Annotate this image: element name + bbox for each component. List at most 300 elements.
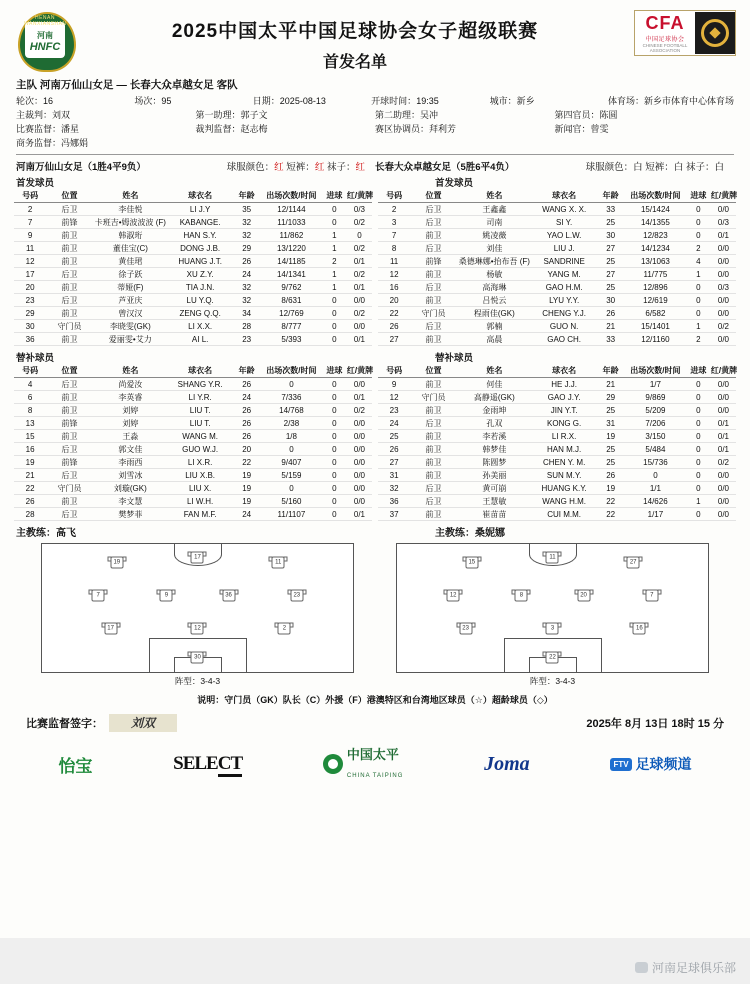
cell-age: 21 xyxy=(596,320,625,333)
table-row xyxy=(378,307,736,320)
sponsor-select-text-b: CT xyxy=(218,753,242,777)
cell-goals: 4 xyxy=(686,255,711,268)
cell-age: 30 xyxy=(596,294,625,307)
cell-number: 7 xyxy=(14,216,46,229)
cell-cards: 0/0 xyxy=(711,242,736,255)
cell-shirt-name: WANG M. xyxy=(168,430,232,443)
cell-apps: 14/1341 xyxy=(261,268,322,281)
cell-apps: 13/1063 xyxy=(625,255,686,268)
cell-age: 29 xyxy=(596,391,625,404)
cell-shirt-name: WANG H.M. xyxy=(532,495,596,508)
home-starters-label: 首发球员 xyxy=(16,178,55,189)
cell-position: 前卫 xyxy=(410,508,457,521)
cell-name: 司南 xyxy=(457,216,532,229)
table-row xyxy=(14,391,372,404)
home-formation-wrap xyxy=(41,543,353,687)
cell-goals: 1 xyxy=(686,268,711,281)
cell-apps: 5/393 xyxy=(261,333,322,346)
table-row xyxy=(378,482,736,495)
cell-apps: 6/582 xyxy=(625,307,686,320)
column-header: 球衣名 xyxy=(168,189,232,203)
cell-apps: 12/823 xyxy=(625,229,686,242)
cell-number: 24 xyxy=(378,417,410,430)
cell-name: 崔苗苗 xyxy=(457,508,532,521)
cell-cards: 0/0 xyxy=(711,508,736,521)
cell-position: 后卫 xyxy=(46,469,93,482)
cell-name: 李文慧 xyxy=(93,495,168,508)
date-value: 2025-08-13 xyxy=(279,96,326,106)
cell-name: 樊梦菲 xyxy=(93,508,168,521)
cell-apps: 9/762 xyxy=(261,281,322,294)
cell-age: 21 xyxy=(596,378,625,391)
cell-apps: 0 xyxy=(261,378,322,391)
cell-apps: 14/1355 xyxy=(625,216,686,229)
ref-assessor-value: 赵志梅 xyxy=(240,124,268,134)
cell-apps: 1/8 xyxy=(261,430,322,443)
commercial-label: 商务监督： xyxy=(16,138,62,148)
coach-row xyxy=(0,521,750,539)
cell-cards: 0/2 xyxy=(711,456,736,469)
cell-position: 后卫 xyxy=(46,443,93,456)
cell-name: 李佳悦 xyxy=(93,203,168,216)
kit-colour-row xyxy=(0,159,750,173)
table-row xyxy=(378,495,736,508)
cell-name: 王淼 xyxy=(93,430,168,443)
table-row xyxy=(378,430,736,443)
cell-shirt-name: HUANG K.Y. xyxy=(532,482,596,495)
cell-position: 前卫 xyxy=(410,469,457,482)
cell-name: 爱丽雯•艾力 xyxy=(93,333,168,346)
cell-name: 曾汉汉 xyxy=(93,307,168,320)
cell-number: 36 xyxy=(14,333,46,346)
cell-cards: 0/1 xyxy=(347,281,372,294)
cell-number: 11 xyxy=(378,255,410,268)
fourth-label: 第四官员： xyxy=(554,110,600,120)
cell-cards: 0/1 xyxy=(347,508,372,521)
cell-apps: 2/38 xyxy=(261,417,322,430)
cell-position: 前锋 xyxy=(46,456,93,469)
cell-cards: 0/0 xyxy=(711,404,736,417)
starters-section-labels xyxy=(0,175,750,189)
player-shirt-icon: 7 xyxy=(90,588,107,603)
cell-number: 32 xyxy=(378,482,410,495)
cell-shirt-name: LYU Y.Y. xyxy=(532,294,596,307)
cell-cards: 0/1 xyxy=(347,255,372,268)
cell-number: 20 xyxy=(14,281,46,294)
cell-number: 9 xyxy=(14,229,46,242)
cell-name: 高海琳 xyxy=(457,281,532,294)
column-header: 进球 xyxy=(322,189,347,203)
table-row xyxy=(14,333,372,346)
cell-apps: 11/1107 xyxy=(261,508,322,521)
cell-cards: 0/3 xyxy=(711,281,736,294)
away-kit-socks: 白 xyxy=(714,162,724,173)
cell-position: 前卫 xyxy=(46,281,93,294)
referee-value: 刘双 xyxy=(52,110,71,120)
cell-number: 21 xyxy=(14,469,46,482)
table-row xyxy=(378,456,736,469)
player-shirt-icon: 8 xyxy=(513,588,530,603)
cell-goals: 0 xyxy=(686,508,711,521)
cell-age: 26 xyxy=(232,378,261,391)
table-row xyxy=(14,443,372,456)
cell-name: 黄可崩 xyxy=(457,482,532,495)
home-coach-name: 高飞 xyxy=(56,528,76,539)
cell-age: 27 xyxy=(596,242,625,255)
cell-cards: 0/2 xyxy=(347,242,372,255)
table-row xyxy=(14,430,372,443)
cell-shirt-name: GAO J.Y. xyxy=(532,391,596,404)
cell-number: 31 xyxy=(378,469,410,482)
cell-goals: 1 xyxy=(322,229,347,242)
kickoff-label: 开球时间： xyxy=(371,96,417,106)
table-row xyxy=(14,242,372,255)
away-formation-wrap xyxy=(396,543,708,687)
cell-apps: 9/407 xyxy=(261,456,322,469)
supervisor-label: 比赛监督： xyxy=(16,124,62,134)
table-row xyxy=(378,333,736,346)
referee-label: 主裁判： xyxy=(16,110,53,120)
table-row xyxy=(14,203,372,216)
cell-age: 29 xyxy=(232,242,261,255)
cell-age: 25 xyxy=(596,404,625,417)
press-value: 曾雯 xyxy=(590,124,609,134)
column-header: 位置 xyxy=(46,364,93,378)
table-row xyxy=(14,294,372,307)
cell-age: 32 xyxy=(232,216,261,229)
cfa-name-cn: 中国足球协会 xyxy=(645,37,685,43)
cell-name: 刘雪冰 xyxy=(93,469,168,482)
cell-age: 27 xyxy=(596,268,625,281)
legend-text: 说明：守门员（GK）队长（C）外援（F）港澳特区和台湾地区球员（☆）超龄球员（◇） xyxy=(197,695,553,705)
cell-shirt-name: HE J.J. xyxy=(532,378,596,391)
away-pitch-diagram xyxy=(396,543,708,673)
watermark xyxy=(635,959,736,976)
cell-position: 前卫 xyxy=(410,430,457,443)
cell-name: 董佳宝(C) xyxy=(93,242,168,255)
cell-shirt-name: GAO H.M. xyxy=(532,281,596,294)
cell-age: 19 xyxy=(596,430,625,443)
cell-number: 3 xyxy=(378,216,410,229)
sponsor-taiping-logo xyxy=(323,746,403,782)
cell-name: 孔双 xyxy=(457,417,532,430)
away-kit-short: 白 xyxy=(673,162,684,173)
cell-number: 23 xyxy=(14,294,46,307)
cell-cards: 0/0 xyxy=(711,268,736,281)
table-row xyxy=(378,242,736,255)
column-header: 年龄 xyxy=(232,189,261,203)
cell-apps: 11/1033 xyxy=(261,216,322,229)
cell-age: 33 xyxy=(596,203,625,216)
player-shirt-icon: 36 xyxy=(220,588,237,603)
player-shirt-icon: 19 xyxy=(108,554,125,569)
match-no-label: 场次： xyxy=(134,96,162,106)
cell-goals: 2 xyxy=(686,242,711,255)
cell-apps: 7/206 xyxy=(625,417,686,430)
cell-number: 23 xyxy=(378,404,410,417)
cell-goals: 0 xyxy=(686,430,711,443)
cell-cards: 0/0 xyxy=(347,417,372,430)
player-shirt-icon: 27 xyxy=(625,554,642,569)
cell-goals: 0 xyxy=(322,378,347,391)
commercial-value: 冯娜娟 xyxy=(61,138,89,148)
cell-age: 22 xyxy=(596,495,625,508)
cell-name: 芦亚庆 xyxy=(93,294,168,307)
cell-number: 28 xyxy=(14,508,46,521)
cell-age: 26 xyxy=(596,469,625,482)
away-kit-shirt: 白 xyxy=(633,162,643,173)
cell-cards: 0/3 xyxy=(711,216,736,229)
cell-name: 王鑫鑫 xyxy=(457,203,532,216)
cell-age: 22 xyxy=(232,456,261,469)
cell-name: 金雨坤 xyxy=(457,404,532,417)
cell-position: 后卫 xyxy=(410,242,457,255)
player-shirt-icon: 3 xyxy=(544,621,561,636)
match-meta xyxy=(0,76,750,150)
column-header: 出场次数/时间 xyxy=(261,364,322,378)
cell-position: 后卫 xyxy=(410,482,457,495)
cell-shirt-name: LIU J. xyxy=(532,242,596,255)
home-kit-socks-label: 袜子： xyxy=(326,162,356,173)
cell-cards: 0/0 xyxy=(711,469,736,482)
table-row xyxy=(378,229,736,242)
cfa-name-en: CHINESE FOOTBALL ASSOCIATION xyxy=(642,43,688,53)
cell-position: 后卫 xyxy=(410,203,457,216)
player-shirt-icon: 15 xyxy=(463,554,480,569)
cell-apps: 5/484 xyxy=(625,443,686,456)
cell-age: 26 xyxy=(232,255,261,268)
cell-shirt-name: LI W.H. xyxy=(168,495,232,508)
table-row xyxy=(378,203,736,216)
cfa-abbrev: CFA xyxy=(645,13,685,33)
document-header xyxy=(0,0,750,76)
cell-name: 黄佳珺 xyxy=(93,255,168,268)
cell-goals: 0 xyxy=(322,430,347,443)
cell-goals: 0 xyxy=(686,456,711,469)
cell-age: 25 xyxy=(596,443,625,456)
cell-position: 后卫 xyxy=(410,320,457,333)
table-header-row xyxy=(378,189,736,203)
cell-age: 35 xyxy=(232,203,261,216)
supervisor-value: 潘星 xyxy=(61,124,80,134)
cell-position: 守门员 xyxy=(46,320,93,333)
cell-position: 前卫 xyxy=(46,404,93,417)
round-value: 16 xyxy=(43,96,54,106)
title-block xyxy=(76,10,634,72)
column-header: 姓名 xyxy=(457,364,532,378)
cell-goals: 0 xyxy=(686,294,711,307)
cell-age: 19 xyxy=(596,482,625,495)
cell-shirt-name: GUO W.J. xyxy=(168,443,232,456)
cell-position: 前卫 xyxy=(46,229,93,242)
cell-apps: 3/150 xyxy=(625,430,686,443)
cell-apps: 12/896 xyxy=(625,281,686,294)
column-header: 姓名 xyxy=(457,189,532,203)
cell-shirt-name: LIU X.B. xyxy=(168,469,232,482)
cell-position: 前卫 xyxy=(46,307,93,320)
cell-apps: 7/336 xyxy=(261,391,322,404)
cell-number: 37 xyxy=(378,508,410,521)
weibo-icon xyxy=(635,962,648,973)
table-row xyxy=(14,268,372,281)
cell-shirt-name: HAN S.Y. xyxy=(168,229,232,242)
cell-goals: 0 xyxy=(322,203,347,216)
cell-age: 32 xyxy=(232,294,261,307)
cell-number: 2 xyxy=(378,203,410,216)
cell-position: 前卫 xyxy=(410,378,457,391)
cell-number: 13 xyxy=(14,417,46,430)
cell-cards: 0/0 xyxy=(347,443,372,456)
column-header: 球衣名 xyxy=(168,364,232,378)
cell-shirt-name: WANG X. X. xyxy=(532,203,596,216)
cell-goals: 1 xyxy=(322,268,347,281)
divider xyxy=(16,154,734,155)
ar1-label: 第一助理： xyxy=(195,110,241,120)
cell-position: 后卫 xyxy=(46,294,93,307)
cell-apps: 8/777 xyxy=(261,320,322,333)
cell-name: 姚凌薇 xyxy=(457,229,532,242)
column-header: 出场次数/时间 xyxy=(625,364,686,378)
cell-shirt-name: GAO CH. xyxy=(532,333,596,346)
cell-apps: 11/775 xyxy=(625,268,686,281)
table-row xyxy=(14,508,372,521)
cell-shirt-name: SANDRINE xyxy=(532,255,596,268)
ar1-value: 郭子文 xyxy=(240,110,268,120)
home-kit-short: 红 xyxy=(314,162,325,173)
stadium-value: 新乡市体育中心体育场 xyxy=(643,96,734,106)
cell-number: 29 xyxy=(14,307,46,320)
cell-position: 后卫 xyxy=(46,378,93,391)
cell-age: 23 xyxy=(232,333,261,346)
cell-cards: 0/0 xyxy=(711,495,736,508)
city-label: 城市： xyxy=(489,96,517,106)
cell-name: 刘璇(GK) xyxy=(93,482,168,495)
home-kit-socks: 红 xyxy=(355,162,365,173)
cell-cards: 0/0 xyxy=(711,333,736,346)
sponsor-taiping-text-en: CHINA TAIPING xyxy=(346,773,404,779)
cell-age: 26 xyxy=(232,404,261,417)
cell-cards: 0/0 xyxy=(711,391,736,404)
player-shirt-icon: 12 xyxy=(445,588,462,603)
cell-shirt-name: SHANG Y.R. xyxy=(168,378,232,391)
cell-position: 前卫 xyxy=(410,229,457,242)
cell-number: 16 xyxy=(14,443,46,456)
player-shirt-icon: 16 xyxy=(631,621,648,636)
player-shirt-icon: 11 xyxy=(270,554,287,569)
watermark-text: 河南足球俱乐部 xyxy=(651,961,736,975)
cell-cards: 0/0 xyxy=(711,294,736,307)
starters-tables xyxy=(0,189,750,346)
cell-age: 32 xyxy=(232,229,261,242)
table-row xyxy=(14,320,372,333)
cell-apps: 1/7 xyxy=(625,378,686,391)
cell-cards: 0/0 xyxy=(711,482,736,495)
cell-position: 后卫 xyxy=(46,203,93,216)
away-kit-short-label: 短裤： xyxy=(645,162,674,173)
table-row xyxy=(14,255,372,268)
cell-goals: 0 xyxy=(322,320,347,333)
subs-tables xyxy=(0,364,750,521)
cell-goals: 2 xyxy=(686,333,711,346)
cell-goals: 0 xyxy=(686,229,711,242)
cell-shirt-name: LI X.X. xyxy=(168,320,232,333)
column-header: 红/黄牌 xyxy=(347,189,372,203)
cell-apps: 1/17 xyxy=(625,508,686,521)
teams-line: 主队 河南万仙山女足 — 长春大众卓越女足 客队 xyxy=(16,79,238,91)
home-kit-label: 球服颜色： xyxy=(226,162,275,173)
column-header: 号码 xyxy=(14,364,46,378)
page-title: 2025中国太平中国足球协会女子超级联赛 xyxy=(171,21,539,42)
cell-number: 11 xyxy=(14,242,46,255)
cell-position: 前卫 xyxy=(410,443,457,456)
away-kit-label: 球服颜色： xyxy=(585,162,634,173)
cell-cards: 0/0 xyxy=(347,430,372,443)
cell-position: 后卫 xyxy=(46,268,93,281)
cell-shirt-name: DONG J.B. xyxy=(168,242,232,255)
table-row xyxy=(378,508,736,521)
sponsor-yibao-logo xyxy=(58,752,92,777)
cell-apps: 1/1 xyxy=(625,482,686,495)
cell-goals: 0 xyxy=(686,216,711,229)
crest-bottom-text: HNFC xyxy=(29,41,61,53)
cell-name: 刘佳 xyxy=(457,242,532,255)
coordinator-label: 赛区协调员： xyxy=(375,124,430,134)
cell-cards: 0/1 xyxy=(711,443,736,456)
cell-position: 后卫 xyxy=(410,281,457,294)
cell-goals: 1 xyxy=(686,320,711,333)
cell-age: 26 xyxy=(232,430,261,443)
cell-shirt-name: LIU X. xyxy=(168,482,232,495)
cell-number: 27 xyxy=(378,456,410,469)
cell-apps: 0 xyxy=(625,469,686,482)
cell-shirt-name: LI R.X. xyxy=(532,430,596,443)
cell-number: 7 xyxy=(378,229,410,242)
column-header: 号码 xyxy=(14,189,46,203)
kickoff-value: 19:35 xyxy=(416,96,439,106)
cell-cards: 0/0 xyxy=(347,378,372,391)
ar2-value: 吴冲 xyxy=(420,110,439,120)
club-crest-icon xyxy=(14,10,76,72)
player-shirt-icon: 12 xyxy=(189,621,206,636)
cell-number: 17 xyxy=(14,268,46,281)
signature-datetime: 2025年 8月 13日 18时 15 分 xyxy=(586,718,724,730)
cell-position: 前卫 xyxy=(410,294,457,307)
cell-shirt-name: AI L. xyxy=(168,333,232,346)
cell-number: 4 xyxy=(14,378,46,391)
cell-apps: 11/862 xyxy=(261,229,322,242)
cell-cards: 0/0 xyxy=(347,495,372,508)
cell-shirt-name: LIU T. xyxy=(168,404,232,417)
cell-apps: 14/1234 xyxy=(625,242,686,255)
table-row xyxy=(378,320,736,333)
cell-cards: 0/3 xyxy=(347,203,372,216)
crest-mid-text: 河南 xyxy=(37,31,53,40)
cell-age: 32 xyxy=(232,281,261,294)
signature-label: 比赛监督签字： xyxy=(26,718,103,730)
cell-name: 刘婷 xyxy=(93,404,168,417)
cell-shirt-name: SI Y. xyxy=(532,216,596,229)
cell-number: 22 xyxy=(378,307,410,320)
cell-name: 韩淑珩 xyxy=(93,229,168,242)
home-formation-label: 阵型：3-4-3 xyxy=(174,676,221,686)
cell-shirt-name: CUI M.M. xyxy=(532,508,596,521)
sponsor-ftv-logo xyxy=(610,754,691,774)
cell-goals: 0 xyxy=(322,443,347,456)
cell-position: 前卫 xyxy=(410,404,457,417)
cell-number: 8 xyxy=(378,242,410,255)
table-row xyxy=(14,469,372,482)
cell-shirt-name: TIA J.N. xyxy=(168,281,232,294)
